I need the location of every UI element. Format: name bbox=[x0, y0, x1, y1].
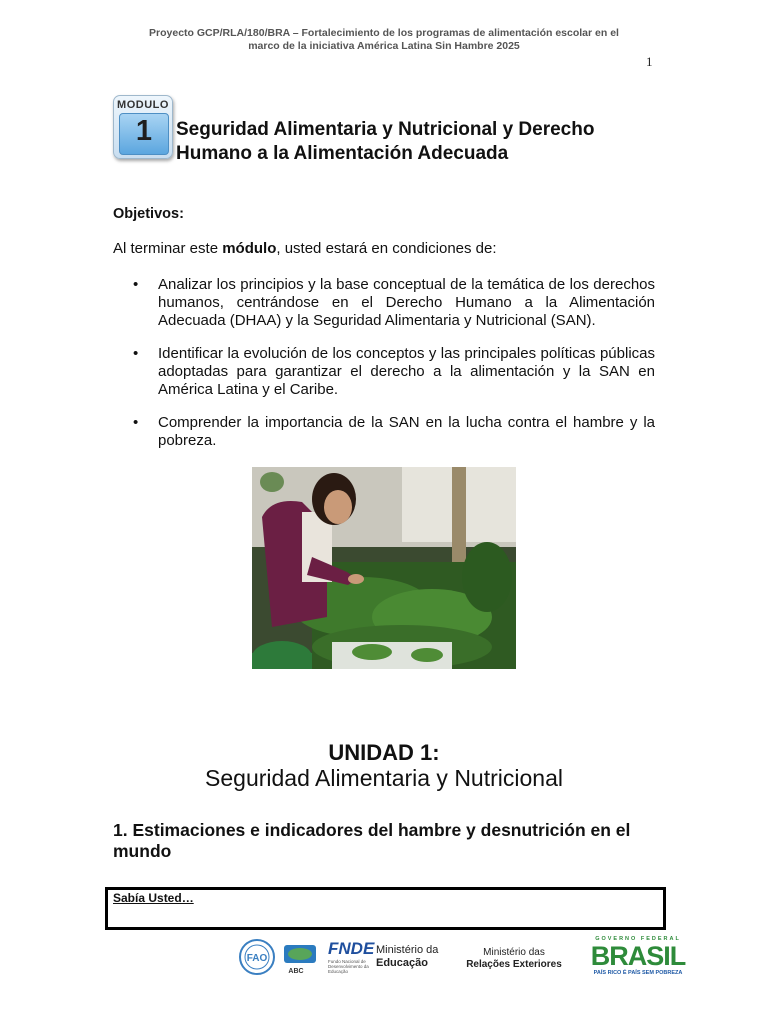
unit-subtitle: Seguridad Alimentaria y Nutricional bbox=[205, 765, 563, 791]
objective-item bbox=[113, 276, 655, 330]
mre-line-2: Relações Exteriores bbox=[466, 959, 562, 970]
mre-line-1: Ministério das bbox=[483, 947, 545, 958]
objectives-intro bbox=[113, 240, 497, 258]
intro-after: , usted estará en condiciones de: bbox=[276, 240, 497, 257]
footer-logos bbox=[238, 935, 698, 980]
objective-item bbox=[113, 345, 655, 399]
fnde-logo-subtext: Fundo Nacional de Desenvolvimento da Educação bbox=[328, 959, 369, 974]
did-you-know-label: Sabía Usted… bbox=[113, 891, 194, 905]
section-heading-line-1: 1. Estimaciones e indicadores del hambre y desnutrición en el bbox=[113, 820, 631, 840]
intro-before: Al terminar este bbox=[113, 240, 223, 257]
section-heading bbox=[113, 820, 653, 862]
header-line-2: marco de la iniciativa América Latina Sin Hambre 2025 bbox=[248, 40, 520, 52]
page-number: 1 bbox=[646, 54, 653, 69]
section-heading-line-2: mundo bbox=[113, 841, 172, 861]
mec-line-1: Ministério da bbox=[376, 944, 439, 956]
abc-logo-icon bbox=[282, 937, 320, 977]
mec-line-2: Educação bbox=[376, 957, 428, 969]
objectives-list bbox=[113, 276, 655, 465]
intro-bold: módulo bbox=[222, 240, 277, 257]
unit-title: UNIDAD 1: bbox=[328, 740, 440, 765]
fao-logo-icon bbox=[238, 938, 278, 976]
bullet-icon: • bbox=[133, 414, 139, 431]
objective-text: Comprender la importancia de la SAN en la lucha contra el hambre y la pobreza. bbox=[158, 414, 655, 449]
module-badge-number: 1 bbox=[135, 115, 153, 147]
module-title-line-2: Humano a la Alimentación Adecuada bbox=[176, 143, 509, 164]
abc-logo-text: ABC bbox=[288, 968, 304, 975]
gov-top-text: GOVERNO FEDERAL bbox=[595, 936, 681, 942]
module-badge-label: MODULO bbox=[117, 99, 169, 111]
gov-brasil-wordmark: BRASIL bbox=[590, 941, 686, 971]
objective-item bbox=[113, 414, 655, 450]
woman-tending-plants-photo bbox=[252, 467, 516, 669]
gov-bottom-text: PAÍS RICO É PAÍS SEM POBREZA bbox=[593, 970, 683, 976]
objectives-heading: Objetivos: bbox=[113, 206, 184, 222]
fao-logo-text: FAO bbox=[246, 953, 268, 964]
photo-illustration bbox=[252, 467, 516, 669]
objective-text: Identificar la evolución de los conceptos y las principales políticas públicas adoptadas para garantizar el derecho a la alimentación y la SAN en América Latina y el Caribe. bbox=[158, 345, 655, 398]
bullet-icon: • bbox=[133, 276, 139, 293]
module-badge-number-box bbox=[119, 113, 169, 155]
module-title-line-1: Seguridad Alimentaria y Nutricional y Derecho bbox=[176, 119, 595, 140]
header-line-1: Proyecto GCP/RLA/180/BRA – Fortalecimiento de los programas de alimentación escolar en el bbox=[149, 27, 619, 39]
objective-text: Analizar los principios y la base conceptual de la temática de los derechos humanos, centrándose en el Derecho Humano a la Alimentación Adecuada (DHAA) y la Seguridad Alimentaria y Nutricional (SAN). bbox=[158, 276, 655, 329]
module-badge-icon bbox=[113, 95, 173, 159]
module-title bbox=[176, 118, 656, 166]
bullet-icon: • bbox=[133, 345, 139, 362]
document-header bbox=[110, 27, 658, 53]
fnde-logo: FNDE bbox=[328, 939, 375, 958]
